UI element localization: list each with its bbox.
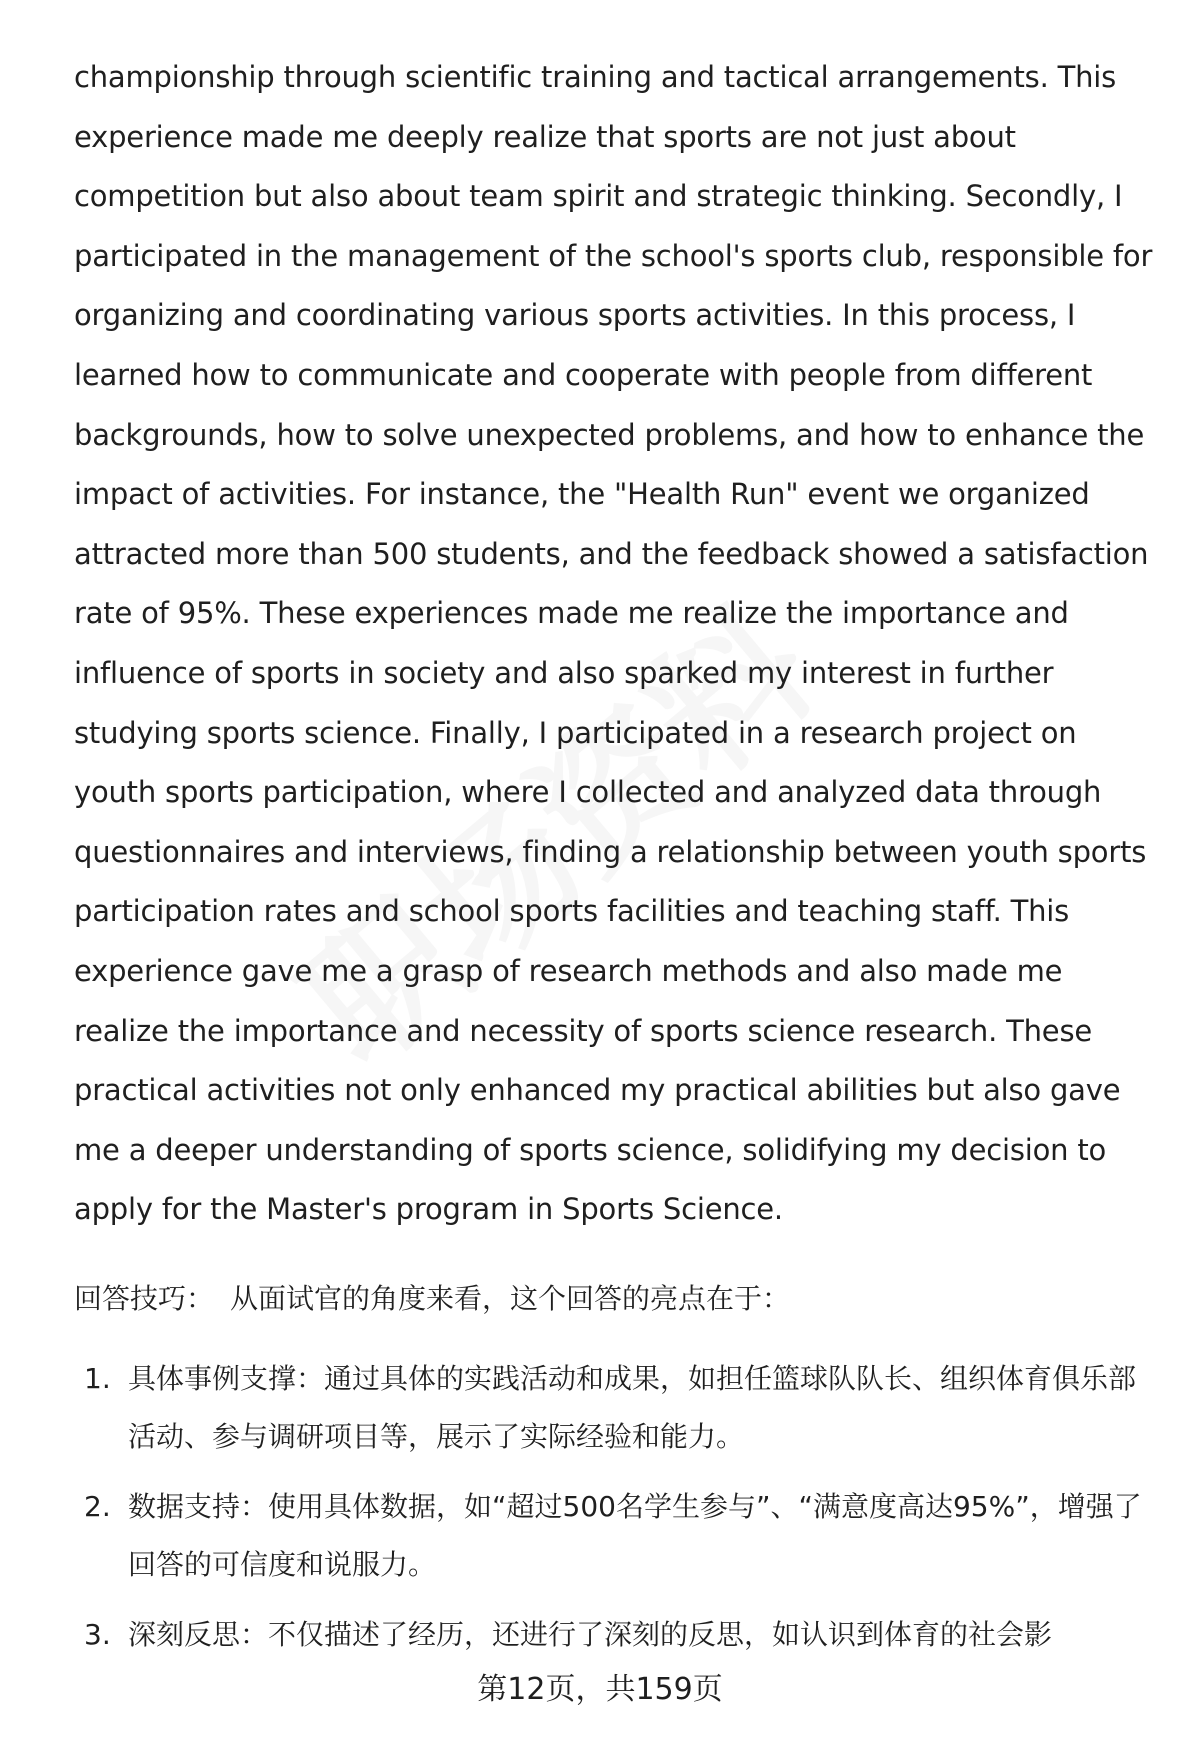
page-number-footer: 第12页，共159页 — [477, 1672, 723, 1707]
list-item-text: 数据支持：使用具体数据，如“超过500名学生参与”、“满意度高达95%”，增强了回答的可信度和说服力。 — [128, 1489, 1142, 1581]
list-item-number: 2. — [84, 1489, 111, 1523]
tips-heading — [74, 1270, 1154, 1328]
document-page — [74, 48, 1154, 1676]
tips-label: 回答技巧： — [74, 1281, 215, 1315]
list-item-text: 具体事例支撑：通过具体的实践活动和成果，如担任篮球队队长、组织体育俱乐部活动、参与调研项目等，展示了实际经验和能力。 — [128, 1361, 1137, 1453]
tips-intro: 从面试官的角度来看，这个回答的亮点在于： — [230, 1281, 791, 1315]
list-item-number: 3. — [84, 1617, 111, 1651]
body-paragraph: championship through scientific training and tactical arrangements. This experience made me deeply realize that sports are not just about competition but also about team spirit and strategic thinking. Secondly, I participated in the management of the school's sports club, responsible for organizing and coordinating various sports activities. In this process, I learned how to communicate and cooperate with people from different backgrounds, how to solve unexpected problems, and how to enhance the impact of activities. For instance, the "Health Run" event we organized attracted more than 500 students, and the feedback showed a satisfaction rate of 95%. These experiences made me realize the importance and influence of sports in society and also sparked my interest in further studying sports science. Finally, I participated in a research project on youth sports participation, where I collected and analyzed data through questionnaires and interviews, finding a relationship between youth sports participation rates and school sports facilities and teaching staff. This experience gave me a grasp of research methods and also made me realize the importance and necessity of sports science research. These practical activities not only enhanced my practical abilities but also gave me a deeper understanding of sports science, solidifying my decision to apply for the Master's program in Sports Science. — [74, 60, 1153, 1227]
list-item — [74, 1478, 1154, 1594]
tips-list — [74, 1350, 1154, 1664]
list-item-number: 1. — [84, 1361, 111, 1395]
list-item-text: 深刻反思：不仅描述了经历，还进行了深刻的反思，如认识到体育的社会影 — [128, 1617, 1053, 1651]
list-item — [74, 1350, 1154, 1466]
list-item — [74, 1606, 1154, 1664]
